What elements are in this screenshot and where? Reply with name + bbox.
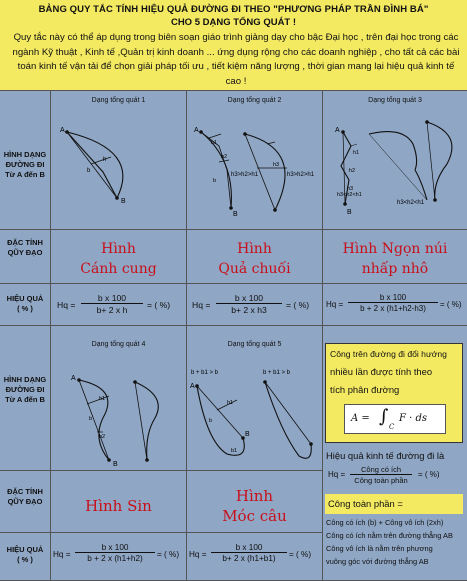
formula-form-1	[57, 293, 186, 323]
header-body: Quy tắc này có thể áp dụng trong biên soạn giáo trình giảng dạy cho bậc Đại học , trên đại học trong các ngành Kỹ thuật , Kinh tế ,Quản trị kinh doanh ... ứng dụng rộng cho các doanh nghiệp , cho tất cả các bài toán kinh tế vận tải để chọn giải pháp tối ưu , tiết kiệm năng lượng , thời gian mang lại hiệu quả kinh tế cao !	[12, 32, 460, 87]
grid-line	[0, 90, 467, 91]
formula-result: = ( %)	[157, 550, 180, 559]
total-work-line: Công vô ích là nằm trên phương	[326, 544, 433, 553]
diagram-label: h1	[353, 150, 360, 156]
formula-form-5	[189, 543, 322, 573]
formula-hq: Hq =	[189, 550, 207, 559]
diagram-label: B	[347, 209, 352, 216]
diagram-label: b	[209, 418, 213, 424]
formula-numerator: Công có ích	[350, 465, 412, 475]
trait-line: Hình	[237, 241, 272, 257]
diagram-label: A	[60, 127, 65, 134]
diagram-label: B	[121, 198, 126, 205]
diagram-label: h3>h2>h1	[231, 172, 259, 178]
total-work-line: Công có ích nằm trên đường thẳng AB	[326, 531, 453, 540]
formula-numerator: b x 100	[216, 293, 282, 304]
work-integral-line: Công trên đường đi đổi hướng	[330, 349, 447, 359]
efficiency-title: Hiệu quả kinh tế đường đi là	[326, 450, 445, 461]
header-subtitle: CHO 5 DẠNG TỔNG QUÁT !	[170, 17, 297, 28]
integral-body: F · ds	[399, 413, 428, 424]
heading-form-5: Dạng tổng quát 5	[227, 341, 282, 348]
work-integral-line: tích phân đường	[330, 384, 400, 395]
diagram-label: B	[233, 211, 238, 218]
formula-fraction	[75, 543, 155, 563]
trait-line: Hình	[235, 487, 274, 505]
total-work-line: Công có ích (b) + Công vô ích (2xh)	[326, 518, 444, 527]
integral-sign: ∫	[379, 406, 389, 427]
work-integral-box	[325, 343, 463, 443]
trait-form-3	[323, 239, 467, 279]
diagram-form-4	[51, 352, 186, 468]
formula-fraction	[350, 465, 412, 485]
trait-line: Hình Sin	[85, 497, 152, 515]
integral-subscript: C	[389, 423, 395, 431]
formula-denominator: b+ 2 x (h1+b1)	[222, 554, 276, 563]
row-label-line: ĐƯỜNG ĐI	[5, 160, 45, 169]
formula-fraction	[211, 543, 287, 563]
formula-hq: Hq =	[57, 300, 76, 310]
row-label-efficiency-bottom	[0, 545, 50, 575]
diagram-label: h	[103, 157, 107, 163]
diagram-label: A	[335, 127, 340, 134]
row-label-shape-bottom	[0, 375, 50, 425]
formula-fraction	[348, 293, 438, 313]
diagram-label: b + b1 > b	[263, 370, 291, 376]
row-label-line: HIỆU QUẢ	[6, 294, 44, 303]
formula-hq: Hq =	[326, 300, 344, 309]
row-label-line: ĐẶC TÍNH	[7, 487, 43, 496]
heading-form-2: Dạng tổng quát 2	[227, 97, 282, 104]
diagram-label: h3>h2>h1	[287, 172, 315, 178]
grid-line	[0, 325, 467, 326]
trait-form-2	[187, 239, 322, 279]
row-label-line: HÌNH DẠNG	[3, 150, 47, 159]
trait-form-4	[51, 496, 186, 516]
grid-line	[0, 229, 467, 230]
formula-form-4	[53, 543, 186, 573]
row-label-line: ĐƯỜNG ĐI	[5, 385, 45, 394]
heading-form-3: Dạng tổng quát 3	[368, 97, 422, 104]
header-panel	[0, 0, 467, 90]
heading-form-1: Dạng tổng quát 1	[91, 97, 146, 104]
row-label-shape	[0, 150, 50, 200]
trait-line: Hình Ngọn núi	[342, 241, 448, 257]
formula-result: = ( %)	[289, 550, 312, 559]
total-work-line: vuông góc với đường thẳng AB	[326, 557, 429, 566]
formula-result: = ( %)	[440, 300, 462, 309]
formula-numerator: b x 100	[348, 293, 438, 303]
heading-form-4: Dạng tổng quát 4	[91, 341, 146, 348]
formula-denominator: b+ 2 x h3	[231, 305, 267, 315]
row-label-efficiency	[0, 294, 50, 324]
row-label-line: ( % )	[17, 304, 33, 313]
diagram-label: A	[190, 383, 195, 390]
total-work-box	[325, 494, 463, 514]
diagram-label: b	[213, 178, 217, 184]
diagram-label: b1	[231, 448, 238, 454]
diagram-label: b	[87, 168, 91, 174]
diagram-form-5	[187, 352, 322, 468]
formula-fraction	[81, 293, 143, 315]
efficiency-formula	[328, 465, 466, 489]
diagram-label: h2	[221, 154, 228, 160]
row-label-line: QŨY ĐẠO	[7, 248, 43, 257]
diagram-label: A	[71, 375, 76, 382]
integral-lhs: A =	[351, 413, 370, 424]
trait-line: Hình	[101, 241, 136, 257]
diagram-form-3	[323, 110, 467, 228]
formula-denominator: b + 2 x (h1+h2-h3)	[360, 304, 426, 313]
work-integral-line: nhiều lần được tính theo	[330, 366, 433, 377]
diagram-label: h1	[211, 140, 218, 146]
trait-form-5	[187, 486, 322, 526]
diagram-label: B	[113, 461, 118, 468]
row-label-line: QŨY ĐẠO	[7, 497, 43, 506]
formula-denominator: b+ 2 x h	[96, 305, 128, 315]
trait-line: Quả chuối	[218, 261, 291, 277]
diagram-label: h3<h2<h1	[337, 192, 362, 198]
row-label-line: ( % )	[17, 555, 33, 564]
formula-form-3	[326, 293, 466, 323]
grid-line	[322, 325, 323, 581]
row-label-line: HÌNH DẠNG	[3, 375, 47, 384]
diagram-form-2	[187, 110, 322, 228]
diagram-label: b + b1 > b	[191, 370, 219, 376]
row-label-trait	[0, 238, 50, 268]
trait-form-1	[51, 239, 186, 279]
diagram-label: h3<h2<h1	[397, 200, 425, 206]
row-label-trait-bottom	[0, 487, 50, 517]
grid-line	[0, 283, 467, 284]
diagram-form-1	[51, 110, 186, 228]
formula-hq: Hq =	[192, 300, 211, 310]
formula-numerator: b x 100	[81, 293, 143, 304]
formula-result: = ( %)	[418, 470, 440, 479]
diagram-label: h3	[273, 162, 280, 168]
formula-numerator: b x 100	[75, 543, 155, 553]
diagram-label: h3	[347, 186, 354, 192]
integral-formula	[344, 404, 446, 434]
diagram-label: h2	[99, 434, 106, 440]
formula-form-2	[192, 293, 321, 323]
row-label-line: ĐẶC TÍNH	[7, 238, 43, 247]
formula-fraction	[216, 293, 282, 315]
formula-denominator: Công toàn phần	[354, 476, 408, 485]
formula-result: = ( %)	[147, 300, 171, 310]
trait-line: Cánh cung	[80, 261, 157, 277]
diagram-label: h2	[349, 168, 356, 174]
grid-line	[0, 470, 322, 471]
formula-hq: Hq =	[53, 550, 71, 559]
diagram-label: h1	[227, 400, 234, 406]
trait-line: nhấp nhô	[361, 261, 429, 277]
diagram-label: A	[194, 127, 199, 134]
trait-line: Móc câu	[222, 507, 287, 525]
row-label-line: HIỆU QUẢ	[6, 545, 44, 554]
diagram-label: h1	[99, 396, 106, 402]
total-work-title: Công toàn phần =	[328, 498, 403, 509]
diagram-label: B	[245, 431, 250, 438]
grid-line	[0, 532, 322, 533]
formula-numerator: b x 100	[211, 543, 287, 553]
header-title: BẢNG QUY TẮC TÍNH HIỆU QUẢ ĐƯỜNG ĐI THEO "PHƯƠNG PHÁP TRẦN ĐÌNH BÁ"	[38, 4, 429, 15]
formula-hq: Hq =	[328, 470, 346, 479]
formula-denominator: b + 2 x (h1+h2)	[87, 554, 143, 563]
diagram-label: b	[89, 416, 93, 422]
formula-result: = ( %)	[286, 300, 310, 310]
row-label-line: Từ A đến B	[5, 170, 45, 179]
row-label-line: Từ A đến B	[5, 395, 45, 404]
